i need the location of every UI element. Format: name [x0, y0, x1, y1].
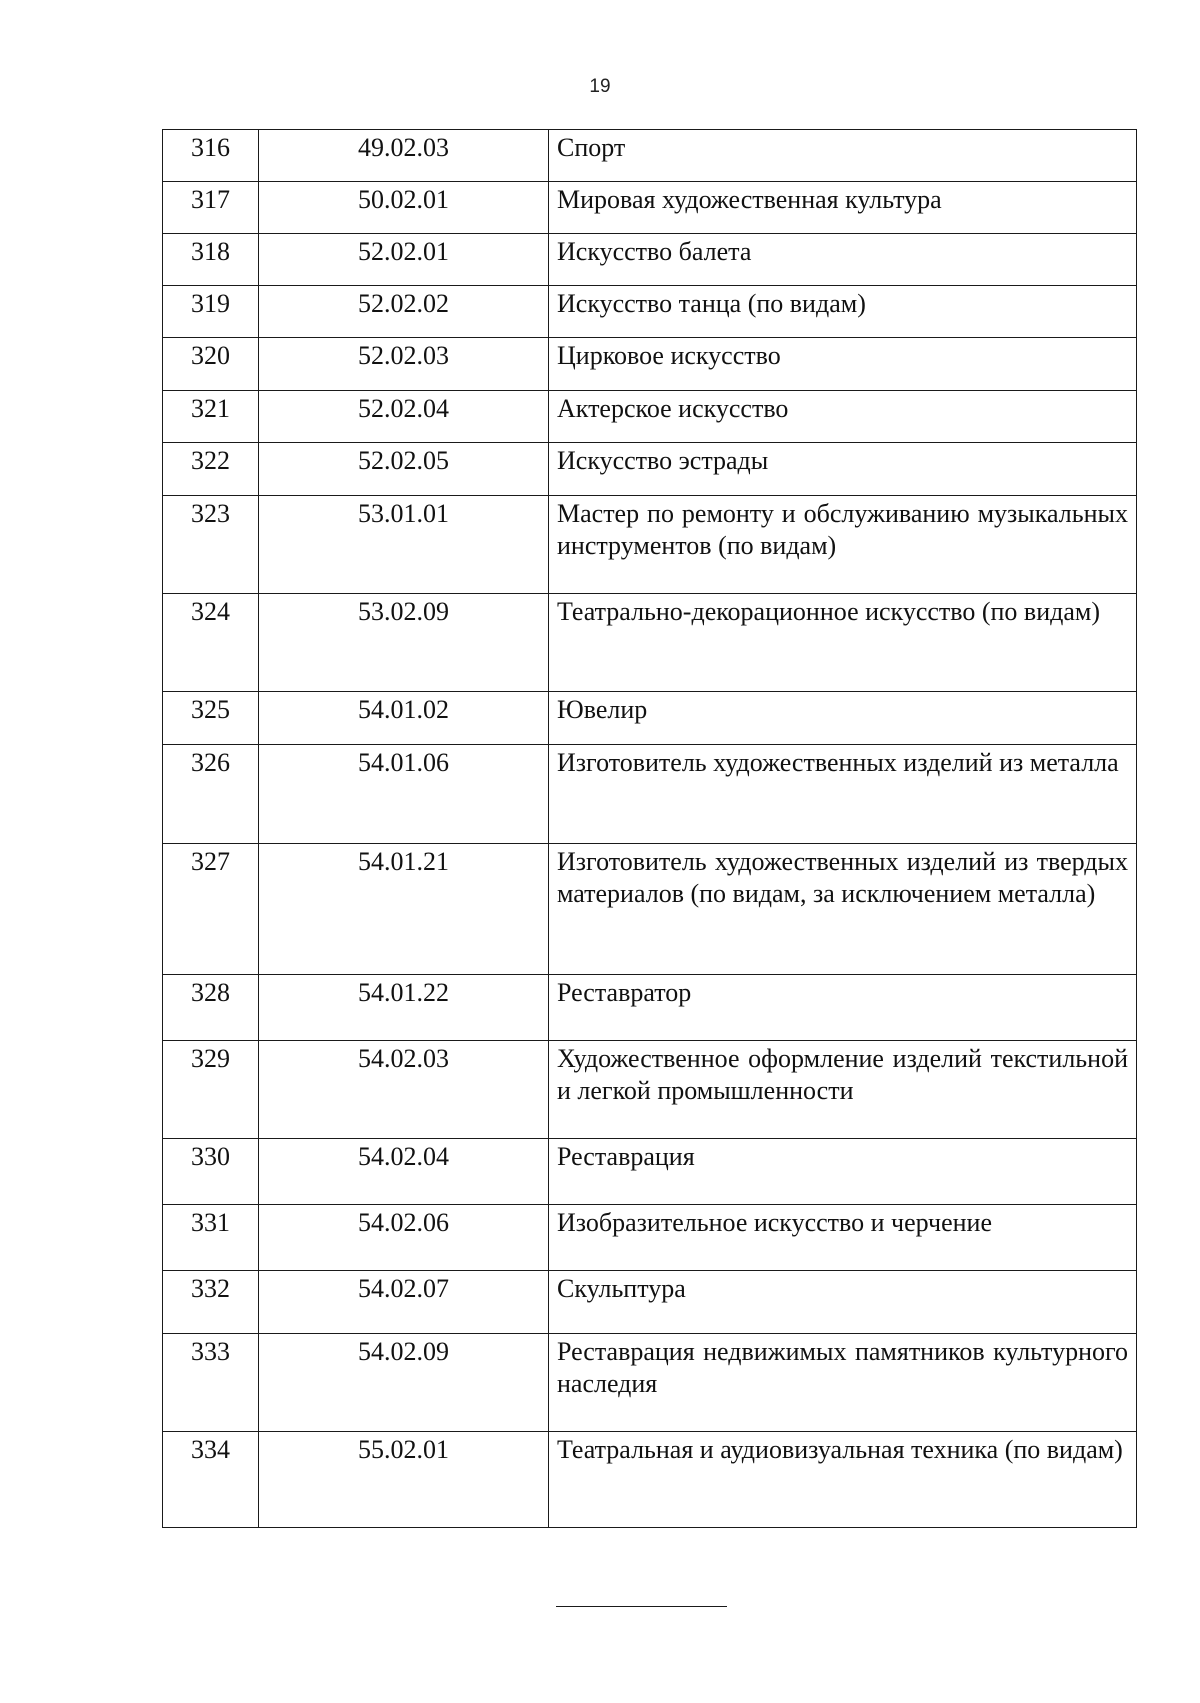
row-number: 328 — [163, 975, 259, 1041]
row-code: 54.01.21 — [259, 844, 549, 975]
row-number: 319 — [163, 286, 259, 338]
row-name: Реставрация — [549, 1139, 1137, 1205]
row-code: 53.01.01 — [259, 496, 549, 594]
table-row — [163, 1205, 1137, 1271]
row-name: Мировая художественная культура — [549, 182, 1137, 234]
table-row — [163, 234, 1137, 286]
table-row — [163, 975, 1137, 1041]
row-code: 52.02.05 — [259, 443, 549, 496]
row-number: 317 — [163, 182, 259, 234]
row-name: Изобразительное искусство и черчение — [549, 1205, 1137, 1271]
row-code: 54.02.06 — [259, 1205, 549, 1271]
table-row — [163, 496, 1137, 594]
row-name: Изготовитель художественных изделий из твердых материалов (по видам, за исключением металла) — [549, 844, 1137, 975]
page-number: 19 — [589, 76, 611, 97]
table-row — [163, 1334, 1137, 1432]
table-row — [163, 443, 1137, 496]
end-rule — [556, 1606, 727, 1607]
row-code: 54.02.04 — [259, 1139, 549, 1205]
row-code: 49.02.03 — [259, 130, 549, 182]
row-name: Театральная и аудиовизуальная техника (по видам) — [549, 1432, 1137, 1528]
row-code: 54.01.06 — [259, 745, 549, 844]
row-code: 55.02.01 — [259, 1432, 549, 1528]
row-name: Реставрация недвижимых памятников культурного наследия — [549, 1334, 1137, 1432]
table-row — [163, 130, 1137, 182]
row-name: Актерское искусство — [549, 391, 1137, 443]
row-number: 321 — [163, 391, 259, 443]
row-code: 54.02.07 — [259, 1271, 549, 1334]
row-name: Ювелир — [549, 692, 1137, 745]
row-number: 318 — [163, 234, 259, 286]
row-code: 52.02.04 — [259, 391, 549, 443]
row-number: 329 — [163, 1041, 259, 1139]
row-code: 54.02.09 — [259, 1334, 549, 1432]
table-row — [163, 844, 1137, 975]
row-name: Изготовитель художественных изделий из металла — [549, 745, 1137, 844]
row-number: 332 — [163, 1271, 259, 1334]
row-name: Скульптура — [549, 1271, 1137, 1334]
table-row — [163, 1139, 1137, 1205]
row-number: 322 — [163, 443, 259, 496]
row-name: Реставратор — [549, 975, 1137, 1041]
table-row — [163, 182, 1137, 234]
row-number: 326 — [163, 745, 259, 844]
row-number: 327 — [163, 844, 259, 975]
row-number: 325 — [163, 692, 259, 745]
row-number: 316 — [163, 130, 259, 182]
table-row — [163, 692, 1137, 745]
row-number: 331 — [163, 1205, 259, 1271]
row-code: 50.02.01 — [259, 182, 549, 234]
row-code: 52.02.01 — [259, 234, 549, 286]
row-code: 52.02.02 — [259, 286, 549, 338]
table-row — [163, 1041, 1137, 1139]
row-number: 330 — [163, 1139, 259, 1205]
row-code: 54.01.22 — [259, 975, 549, 1041]
row-code: 53.02.09 — [259, 594, 549, 692]
table-row — [163, 594, 1137, 692]
row-name: Театрально-декорационное искусство (по видам) — [549, 594, 1137, 692]
table-row — [163, 338, 1137, 391]
row-name: Художественное оформление изделий текстильной и легкой промышленности — [549, 1041, 1137, 1139]
specialties-table — [162, 129, 1137, 1528]
row-name: Искусство эстрады — [549, 443, 1137, 496]
row-number: 333 — [163, 1334, 259, 1432]
row-code: 54.02.03 — [259, 1041, 549, 1139]
row-name: Искусство танца (по видам) — [549, 286, 1137, 338]
row-name: Спорт — [549, 130, 1137, 182]
table-row — [163, 286, 1137, 338]
row-name: Цирковое искусство — [549, 338, 1137, 391]
table-row — [163, 745, 1137, 844]
row-number: 320 — [163, 338, 259, 391]
row-code: 52.02.03 — [259, 338, 549, 391]
row-number: 324 — [163, 594, 259, 692]
row-code: 54.01.02 — [259, 692, 549, 745]
row-name: Искусство балета — [549, 234, 1137, 286]
table-row — [163, 1271, 1137, 1334]
row-number: 323 — [163, 496, 259, 594]
row-name: Мастер по ремонту и обслуживанию музыкальных инструментов (по видам) — [549, 496, 1137, 594]
table-row — [163, 391, 1137, 443]
table-row — [163, 1432, 1137, 1528]
row-number: 334 — [163, 1432, 259, 1528]
